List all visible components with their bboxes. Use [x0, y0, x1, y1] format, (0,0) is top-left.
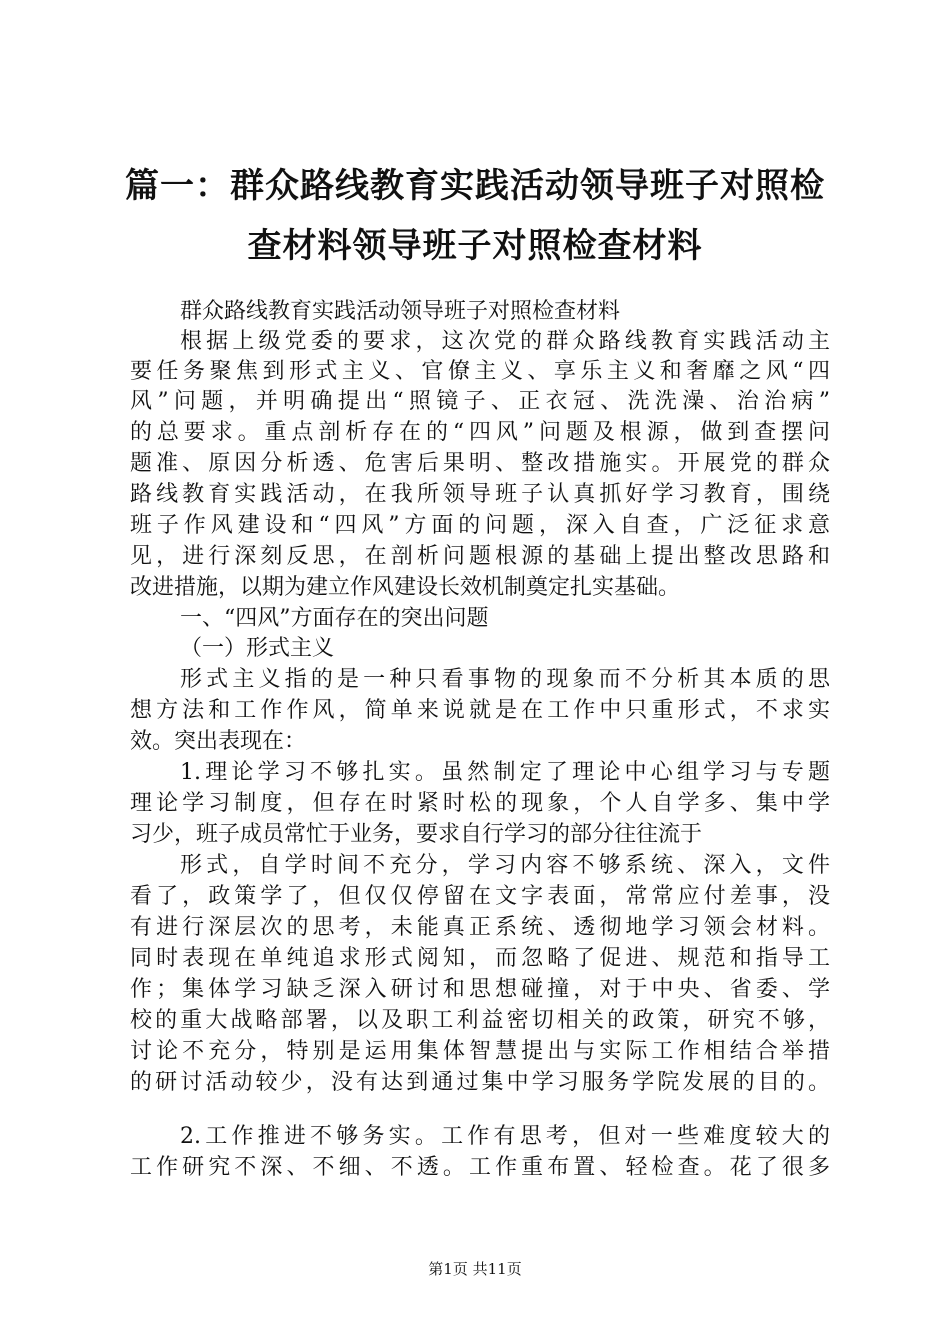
- body-line: 形式，自学时间不充分，学习内容不够系统、深入，文件: [180, 853, 830, 878]
- body-line: 风”问题，并明确提出“照镜子、正衣冠、洗洗澡、治治病”: [130, 389, 830, 414]
- body-line: 同时表现在单纯追求形式阅知，而忽略了促进、规范和指导工: [130, 946, 830, 971]
- document-title-line-1: 篇一：群众路线教育实践活动领导班子对照检: [125, 166, 825, 206]
- body-line: 形式主义指的是一种只看事物的现象而不分析其本质的思: [180, 667, 830, 692]
- body-line: 题准、原因分析透、危害后果明、整改措施实。开展党的群众: [130, 451, 830, 476]
- body-line: 路线教育实践活动，在我所领导班子认真抓好学习教育，围绕: [130, 482, 830, 507]
- body-line: 工作研究不深、不细、不透。工作重布置、轻检查。花了很多: [130, 1155, 830, 1180]
- body-line: 1.理论学习不够扎实。虽然制定了理论中心组学习与专题: [180, 760, 830, 785]
- body-line: 作；集体学习缺乏深入研讨和思想碰撞，对于中央、省委、学: [130, 977, 830, 1002]
- body-line: 理论学习制度，但存在时紧时松的现象，个人自学多、集中学: [130, 791, 830, 816]
- body-line: 有进行深层次的思考，未能真正系统、透彻地学习领会材料。: [130, 915, 830, 940]
- body-line: 效。突出表现在：: [130, 729, 307, 754]
- body-line: 班子作风建设和“四风”方面的问题，深入自查，广泛征求意: [130, 513, 830, 538]
- body-line: 的总要求。重点剖析存在的“四风”问题及根源，做到查摆问: [130, 420, 830, 445]
- body-line: 根据上级党委的要求，这次党的群众路线教育实践活动主: [180, 329, 830, 354]
- body-line: 见，进行深刻反思，在剖析问题根源的基础上提出整改思路和: [130, 544, 830, 569]
- body-line: 要任务聚焦到形式主义、官僚主义、享乐主义和奢靡之风“四: [130, 359, 830, 384]
- document-title-line-2: 查材料领导班子对照检查材料: [247, 226, 703, 266]
- page-number-footer: 第1页 共11页: [428, 1260, 522, 1278]
- body-line: 2.工作推进不够务实。工作有思考，但对一些难度较大的: [180, 1124, 830, 1149]
- body-line: 习少，班子成员常忙于业务，要求自行学习的部分往往流于: [130, 822, 703, 847]
- section-heading: 一、“四风”方面存在的突出问题: [180, 606, 489, 631]
- subsection-heading: （一）形式主义: [180, 636, 335, 661]
- body-line: 想方法和工作作风，简单来说就是在工作中只重形式，不求实: [130, 698, 830, 723]
- body-line: 改进措施，以期为建立作风建设长效机制奠定扎实基础。: [130, 575, 681, 600]
- body-line: 看了，政策学了，但仅仅停留在文字表面，常常应付差事，没: [130, 884, 830, 909]
- body-line: 的研讨活动较少，没有达到通过集中学习服务学院发展的目的。: [130, 1070, 830, 1095]
- subtitle-line: 群众路线教育实践活动领导班子对照检查材料: [180, 299, 621, 324]
- body-line: 讨论不充分，特别是运用集体智慧提出与实际工作相结合举措: [130, 1039, 830, 1064]
- body-line: 校的重大战略部署，以及职工利益密切相关的政策，研究不够，: [130, 1008, 830, 1033]
